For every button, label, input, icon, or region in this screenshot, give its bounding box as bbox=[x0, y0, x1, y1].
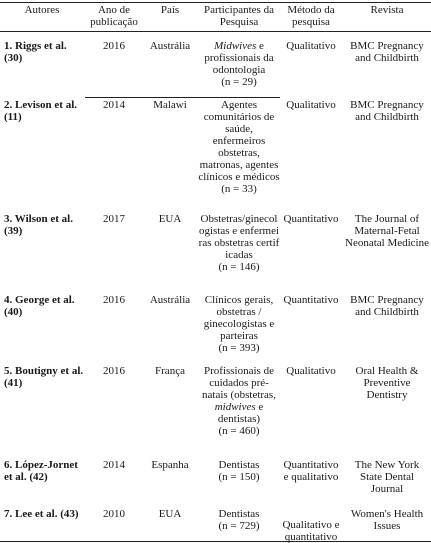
row6-participantes-text: Dentistas bbox=[218, 459, 260, 471]
header-ano: Ano de publicação bbox=[90, 4, 138, 28]
top-rule bbox=[0, 2, 431, 3]
row2-participantes bbox=[198, 99, 280, 195]
row6-participantes bbox=[198, 459, 280, 483]
row7-n: (n = 729) bbox=[218, 520, 260, 532]
row6-metodo: Quantitativo e qualitativo bbox=[283, 459, 339, 483]
row7-pais: EUA bbox=[158, 508, 182, 520]
row2-pais: Malawi bbox=[153, 99, 187, 111]
row4-participantes-text: Clínicos gerais, obstetras / ginecologistas e parteiras bbox=[203, 294, 275, 342]
row5-pais: França bbox=[155, 365, 185, 377]
row3-revista: The Journal of Maternal-Fetal Neonatal Medicine bbox=[345, 213, 429, 249]
row4-pais: Austrália bbox=[149, 294, 191, 306]
row1-revista: BMC Pregnancy and Childbirth bbox=[350, 40, 424, 64]
row2-revista: BMC Pregnancy and Childbirth bbox=[350, 99, 424, 123]
row3-n: (n = 146) bbox=[218, 261, 260, 273]
row5-revista: Oral Health & Preventive Dentistry bbox=[355, 365, 419, 401]
row2-participantes-text: Agentes comunitários de saúde, enfermeiros obstetras, matronas, agentes clínicos e médicos bbox=[198, 99, 280, 183]
row4-autores: 4. George et al. (40) bbox=[4, 294, 75, 318]
row7-revista: Women's Health Issues bbox=[350, 508, 424, 532]
row4-n: (n = 393) bbox=[218, 342, 260, 354]
row5-participantes-italic: midwives bbox=[214, 401, 256, 413]
row5-ano: 2016 bbox=[103, 365, 125, 377]
row3-participantes-text: Obstetras/ginecologistas e enfermeiras obstetras certificadas bbox=[198, 213, 280, 261]
header-pais: País bbox=[160, 4, 180, 16]
row4-revista: BMC Pregnancy and Childbirth bbox=[350, 294, 424, 318]
row1-autores: 1. Riggs et al. (30) bbox=[4, 40, 67, 64]
row3-participantes bbox=[198, 213, 280, 273]
row1-participantes-rest: e profissionais da odontologia bbox=[204, 40, 274, 76]
row6-ano: 2014 bbox=[103, 459, 125, 471]
row1-metodo: Qualitativo bbox=[286, 40, 336, 52]
row1-n: (n = 29) bbox=[221, 76, 257, 88]
header-autores: Autores bbox=[24, 4, 60, 16]
header-participantes: Participantes da Pesquisa bbox=[204, 4, 274, 28]
row3-autores: 3. Wilson et al. (39) bbox=[4, 213, 73, 237]
row4-metodo: Quantitativo bbox=[283, 294, 339, 306]
row4-ano: 2016 bbox=[103, 294, 125, 306]
row1-pais: Austrália bbox=[149, 40, 191, 52]
row1-participantes-italic: Midwives bbox=[214, 40, 257, 52]
row4-participantes bbox=[198, 294, 280, 354]
row5-n: (n = 460) bbox=[218, 425, 260, 437]
row1-participantes bbox=[198, 40, 280, 88]
row7-ano: 2010 bbox=[103, 508, 125, 520]
row6-autores: 6. López-Jornet et al. (42) bbox=[4, 459, 78, 483]
row2-metodo: Qualitativo bbox=[286, 99, 336, 111]
row5-participantes bbox=[198, 365, 280, 437]
row5-participantes-post: e dentistas) bbox=[217, 401, 264, 425]
row5-autores: 5. Boutigny et al. (41) bbox=[4, 365, 84, 389]
header-revista: Revista bbox=[370, 4, 404, 16]
row-separator bbox=[85, 97, 280, 98]
row6-n: (n = 150) bbox=[218, 471, 260, 483]
row2-autores: 2. Levison et al. (11) bbox=[4, 99, 78, 123]
bottom-rule bbox=[0, 541, 431, 542]
row3-pais: EUA bbox=[158, 213, 182, 225]
header-metodo: Método da pesquisa bbox=[287, 4, 335, 28]
header-rule bbox=[0, 31, 431, 32]
row2-ano: 2014 bbox=[103, 99, 125, 111]
row6-revista: The New York State Dental Journal bbox=[354, 459, 420, 495]
row2-n: (n = 33) bbox=[221, 183, 257, 195]
row3-metodo: Quantitativo bbox=[283, 213, 339, 225]
row7-metodo: Qualitativo e quantitativo bbox=[282, 519, 340, 543]
row7-autores: 7. Lee et al. (43) bbox=[4, 508, 79, 520]
row6-pais: Espanha bbox=[151, 459, 189, 471]
row1-ano: 2016 bbox=[103, 40, 125, 52]
row7-participantes-text: Dentistas bbox=[218, 508, 260, 520]
row5-participantes-pre: Profissionais de cuidados pré-natais (obstetras, bbox=[202, 365, 276, 401]
row3-ano: 2017 bbox=[103, 213, 125, 225]
row5-metodo: Qualitativo bbox=[286, 365, 336, 377]
row7-participantes bbox=[198, 508, 280, 532]
